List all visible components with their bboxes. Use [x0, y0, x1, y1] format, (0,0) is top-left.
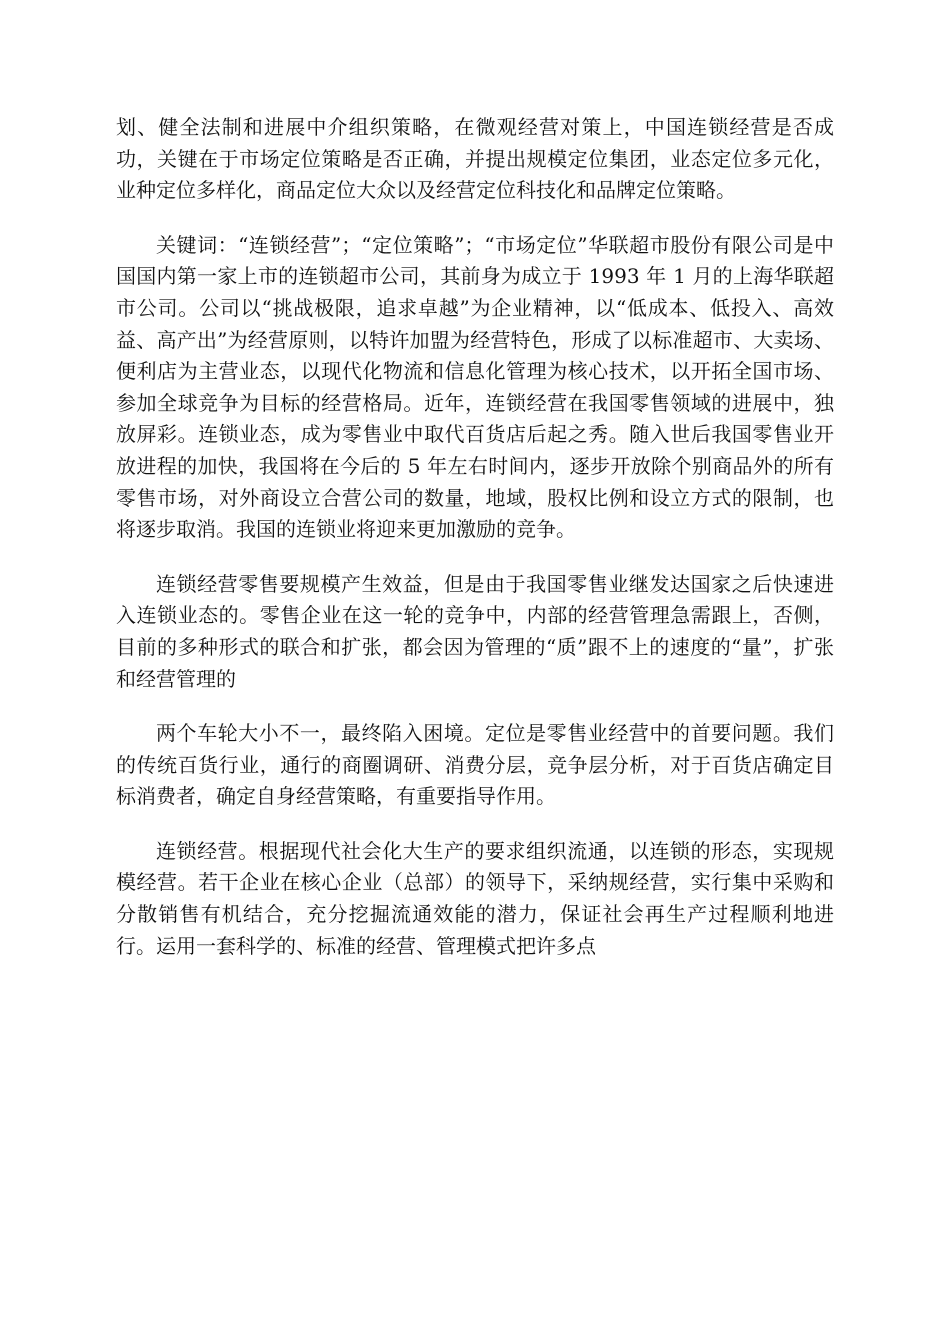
- paragraph-chain-scale: 连锁经营零售要规模产生效益，但是由于我国零售业继发达国家之后快速进入连锁业态的。零售企业在这一轮的竞争中，内部的经营管理急需跟上，否侧，目前的多种形式的联合和扩张，都会因为管理的“质”跟不上的速度的“量”，扩张和经营管理的: [116, 571, 834, 691]
- paragraph-chain-definition: 连锁经营。根据现代社会化大生产的要求组织流通，以连锁的形态，实现规模经营。若干企业在核心企业（总部）的领导下，采纳规经营，实行集中采购和分散销售有机结合，充分挖掘流通效能的潜力，保证社会再生产过程顺利地进行。运用一套科学的、标准的经营、管理模式把许多点: [116, 838, 834, 958]
- paragraph-positioning: 两个车轮大小不一，最终陷入困境。定位是零售业经营中的首要问题。我们的传统百货行业，通行的商圈调研、消费分层，竞争层分析，对于百货店确定目标消费者，确定自身经营策略，有重要指导作用。: [116, 721, 834, 809]
- paragraph-continuation: 划、健全法制和进展中介组织策略，在微观经营对策上，中国连锁经营是否成功，关键在于市场定位策略是否正确，并提出规模定位集团，业态定位多元化，业种定位多样化，商品定位大众以及经营定位科技化和品牌定位策略。: [116, 115, 834, 203]
- paragraph-keywords-company: 关键词：“连锁经营”；“定位策略”；“市场定位”华联超市股份有限公司是中国国内第一家上市的连锁超市公司，其前身为成立于 1993 年 1 月的上海华联超市公司。公司以“挑战极限，追求卓越”为企业精神，以“低成本、低投入、高效益、高产出”为经营原则，以特许加盟为经营特色，形成了以标准超市、大卖场、便利店为主营业态，以现代化物流和信息化管理为核心技术，以开拓全国市场、参加全球竞争为目标的经营格局。近年，连锁经营在我国零售领域的进展中，独放屏彩。连锁业态，成为零售业中取代百货店后起之秀。随入世后我国零售业开放进程的加快，我国将在今后的 5 年左右时间内，逐步开放除个别商品外的所有零售市场，对外商设立合营公司的数量，地域，股权比例和设立方式的限制，也将逐步取消。我国的连锁业将迎来更加激励的竞争。: [116, 232, 834, 542]
- document-body: [116, 112, 834, 985]
